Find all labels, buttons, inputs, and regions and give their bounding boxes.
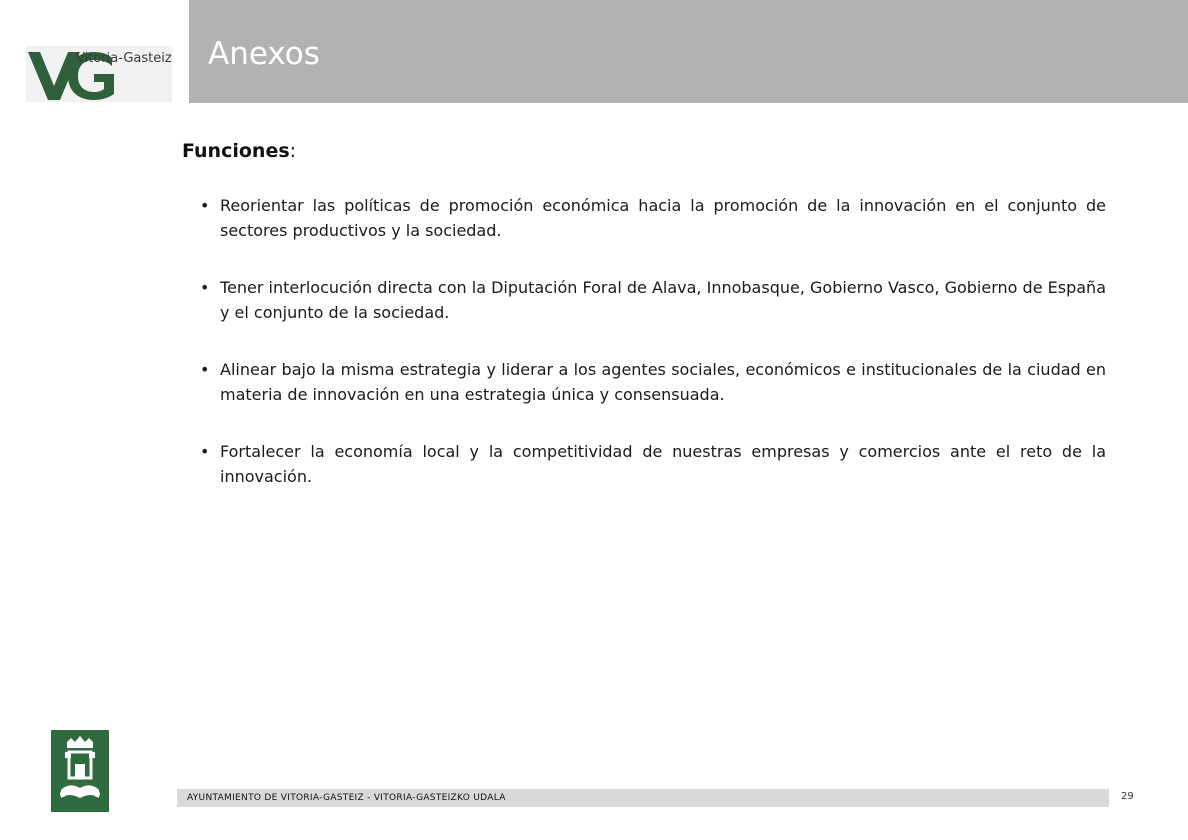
list-item: [200, 357, 1106, 407]
crest-icon: [51, 730, 109, 812]
logo-wordmark: Vitoria-Gasteiz: [76, 51, 172, 66]
page-title: Anexos: [208, 36, 320, 72]
vitoria-gasteiz-logo: [26, 46, 172, 102]
list-item: [200, 193, 1106, 243]
heading-colon: :: [289, 140, 297, 162]
bullet-icon: •: [200, 278, 210, 297]
vg-logo-icon: [26, 46, 172, 102]
page-number: 29: [1121, 791, 1134, 802]
footer-text: AYUNTAMIENTO DE VITORIA-GASTEIZ - VITORIA-GASTEIZKO UDALA: [187, 793, 506, 803]
list-item: [200, 439, 1106, 489]
title-bar: [189, 0, 1188, 103]
list-item-text: Tener interlocución directa con la Diputación Foral de Alava, Innobasque, Gobierno Vasco, Gobierno de España y el conjunto de la sociedad.: [220, 278, 1106, 322]
bullet-icon: •: [200, 442, 210, 461]
list-item: [200, 275, 1106, 325]
bullet-icon: •: [200, 360, 210, 379]
list-item-text: Fortalecer la economía local y la competitividad de nuestras empresas y comercios ante el reto de la innovación.: [220, 442, 1106, 486]
list-item-text: Alinear bajo la misma estrategia y liderar a los agentes sociales, económicos e institucionales de la ciudad en materia de innovación en una estrategia única y consensuada.: [220, 360, 1106, 404]
functions-list: [200, 193, 1106, 521]
heading-label: Funciones: [182, 140, 290, 162]
city-crest: [51, 730, 109, 812]
list-item-text: Reorientar las políticas de promoción económica hacia la promoción de la innovación en el conjunto de sectores productivos y la sociedad.: [220, 196, 1106, 240]
section-heading: [182, 139, 296, 163]
bullet-icon: •: [200, 196, 210, 215]
footer-bar: [177, 789, 1109, 807]
